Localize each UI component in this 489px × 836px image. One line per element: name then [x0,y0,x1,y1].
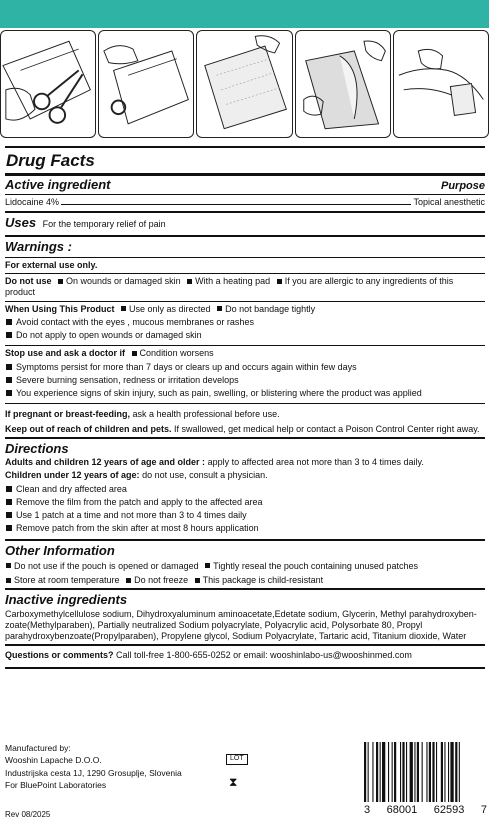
peeling-patch-icon [295,30,391,138]
instruction-illustrations [0,30,489,140]
uses-text: For the temporary relief of pain [42,219,166,230]
uses-heading: Uses [5,215,37,231]
pregnant-text: ask a health professional before use. [132,409,280,420]
list-item [5,484,485,495]
directions-heading: Directions [5,440,69,456]
scissors-cutting-pouch-icon [0,30,96,138]
barcode-bar [429,742,431,802]
bullet-icon [6,486,12,492]
other-info-item: This package is child-resistant [202,575,324,585]
bullet-icon [6,364,12,370]
bullet-icon [6,578,11,583]
barcode-bar [450,742,453,802]
barcode-bar [426,742,427,802]
hourglass-icon: ⧗ [229,775,238,789]
children-text: If swallowed, get medical help or contact a Poison Control Center right away. [174,423,480,434]
other-info-item: Store at room temperature [14,575,120,585]
barcode-bar [414,742,415,802]
bullet-icon [277,279,282,284]
bullet-icon [58,279,63,284]
bullet-icon [217,306,222,311]
barcode-bar [436,742,437,802]
leader-line [61,200,411,205]
inactive-ingredients-section [5,590,485,646]
active-ingredient-value: Lidocaine 4% [5,197,60,207]
purpose-heading: Purpose [440,180,485,193]
list-item-text: Clean and dry affected area [16,483,127,494]
barcode-digit-group: 7 [480,804,487,816]
hand-peeling-film-icon [98,30,194,138]
manufacturer-line: Wooshin Lapache D.O.O. [5,755,102,766]
barcode-bar [380,742,381,802]
children-label: Keep out of reach of children and pets. [5,423,172,434]
list-item [5,497,485,508]
stop-use-inline: Condition worsens [139,348,214,359]
bullet-icon [187,279,192,284]
bullet-icon [132,351,137,356]
bullet-icon [6,525,12,531]
do-not-use-label: Do not use [5,276,52,286]
barcode-digits [362,804,489,818]
barcode-bar [394,742,396,802]
do-not-use-row [5,274,485,302]
active-ingredient-row [5,195,485,213]
list-item-text: Avoid contact with the eyes , mucous membranes or rashes [16,316,254,327]
other-info-item: Do not use if the pouch is opened or damaged [14,560,199,571]
barcode-bar [368,742,369,802]
pregnant-label: If pregnant or breast-feeding, [5,409,131,420]
do-not-use-item: If you are allergic to any ingredients of this product [5,276,454,298]
barcode-bar [459,742,460,802]
warnings-heading-row [5,237,485,258]
barcode-bar [417,742,419,802]
uses-section [5,213,485,236]
list-item [5,330,485,341]
active-ingredient-header [5,176,485,195]
barcode-bar [376,742,378,802]
barcode-bar [455,742,457,802]
list-item-text: Remove the film from the patch and apply to the affected area [16,496,263,507]
manufacturer-line: Manufactured by: [5,743,71,753]
barcode-bar [422,742,423,802]
list-item [5,523,485,534]
drug-facts-panel [5,146,485,669]
bullet-icon [6,563,11,568]
other-information-section [5,541,485,591]
list-item-text: Symptoms persist for more than 7 days or clears up and occurs again within few days [16,361,357,372]
list-item [5,375,485,386]
list-item [5,388,485,399]
warnings-heading: Warnings : [5,238,72,254]
bullet-icon [6,499,12,505]
bullet-icon [6,512,12,518]
barcode-bar [410,742,413,802]
list-item-text: Use 1 patch at a time and not more than 3 to 4 times daily [16,510,247,520]
revision-text: Rev 08/2025 [5,810,51,819]
other-information-heading: Other Information [5,542,115,558]
bullet-icon [121,306,126,311]
external-use-warning: For external use only. [5,258,485,274]
bullet-icon [195,578,200,583]
inactive-ingredients-text: Carboxymethylcellulose sodium, Dihydroxyaluminum aminoacetate,Edetate sodium, Glycerin, Methyl parahydroxyben-zoate(Methylparaben), Partially neutralized Sodium polyacrylate, Polyacrylic acid, Polysorbate 80, Propyl parahydroxybenzoate(Propylparaben), Propylene glycol, Sodium Polyacrylate, Tartaric acid, Titanium dioxide, Water [5,608,477,641]
adults-label: Adults and children 12 years of age and older : [5,457,206,467]
barcode-bar [441,742,443,802]
lot-label: LOT [226,754,248,765]
list-item-text: Do not apply to open wounds or damaged skin [16,330,202,340]
bullet-icon [205,563,210,568]
do-not-use-item: On wounds or damaged skin [66,276,181,286]
barcode-bar [382,742,385,802]
when-using-inline: Do not bandage tightly [225,303,316,314]
barcode-bar [392,742,393,802]
barcode-bar [400,742,401,802]
barcode-bar [432,742,434,802]
barcode-bar [444,742,445,802]
bullet-icon [6,390,12,396]
bullet-icon [6,332,12,338]
barcode-bar [364,742,366,802]
pregnancy-children-section [5,404,485,439]
barcode-bar [372,742,373,802]
when-using-section [5,302,485,347]
bullet-icon [126,578,131,583]
purpose-value: Topical anesthetic [413,197,485,207]
children-under-12-text: do not use, consult a physician. [142,470,268,481]
other-info-item: Tightly reseal the pouch containing unused patches [213,560,418,571]
list-item [5,510,485,521]
barcode-digit-group: 3 [364,804,371,816]
when-using-label: When Using This Product [5,303,115,314]
stop-use-label: Stop use and ask a doctor if [5,348,126,359]
other-info-item: Do not freeze [134,575,189,585]
manufacturer-line: Industrijska cesta 1J, 1290 Grosuplje, Slovenia [5,767,182,778]
barcode-digit-group: 68001 [386,804,418,816]
active-ingredient-heading: Active ingredient [5,177,111,193]
patch-sheet-icon [196,30,292,138]
questions-section [5,646,485,668]
children-under-12-label: Children under 12 years of age: [5,470,140,481]
inactive-ingredients-heading: Inactive ingredients [5,592,128,608]
list-item-text: Remove patch from the skin after at most 8 hours application [16,523,259,534]
do-not-use-item: With a heating pad [195,276,271,286]
bullet-icon [6,377,12,383]
barcode-bar [388,742,389,802]
applying-patch-icon [393,30,489,138]
adults-text: apply to affected area not more than 3 to 4 times daily. [207,457,424,467]
barcode [362,742,489,802]
barcode-bar [406,742,407,802]
manufacturer-line: For BluePoint Laboratories [5,779,107,790]
barcode-bar [402,742,404,802]
barcode-digit-group: 62593 [433,804,465,816]
when-using-inline: Use only as directed [129,303,211,314]
list-item [5,362,485,373]
bullet-icon [6,319,12,325]
directions-section [5,439,485,541]
questions-label: Questions or comments? [5,650,114,661]
questions-text: Call toll-free 1-800-655-0252 or email: wooshinlabo-us@wooshinmed.com [116,650,412,661]
list-item-text: You experience signs of skin injury, such as pain, swelling, or blistering where the product was applied [16,388,422,398]
stop-use-section [5,346,485,404]
barcode-bar [448,742,449,802]
list-item [5,317,485,328]
list-item-text: Severe burning sensation, redness or irritation develops [16,374,239,385]
drug-facts-title: Drug Facts [5,148,485,176]
header-color-bar [0,0,489,28]
